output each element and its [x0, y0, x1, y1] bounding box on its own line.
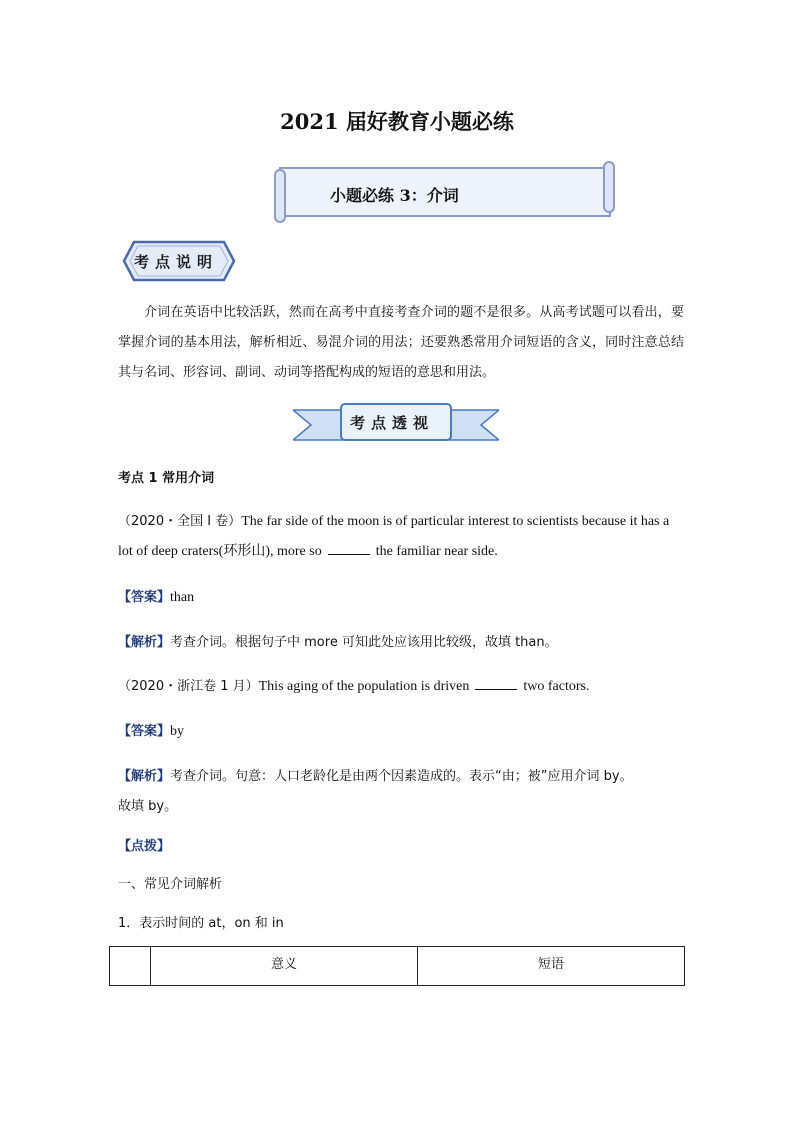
table-header-cell: 意义	[151, 947, 418, 986]
q2-analysis-cont: 故填 by。	[118, 799, 178, 814]
point1-heading: 考点 1 常用介词	[118, 471, 215, 486]
q1-line1	[118, 510, 669, 530]
analysis-tag: 【解析】	[118, 769, 171, 784]
q2-source: （2020・浙江卷 1 月）	[118, 679, 259, 694]
tips-tag: 【点拨】	[118, 839, 171, 854]
q1-analysis	[118, 631, 558, 650]
q2-answer	[118, 720, 184, 740]
table-header-cell: 短语	[418, 947, 685, 986]
q1-answer	[118, 586, 194, 606]
answer-tag: 【答案】	[118, 590, 171, 605]
preposition-table	[109, 946, 685, 986]
q2-blank	[475, 678, 517, 690]
intro-paragraph: 介词在英语中比较活跃，然而在高考中直接考查介词的题不是很多。从高考试题可以看出，要掌握介词的基本用法，解析相近、易混介词的用法；还要熟悉常用介词短语的含义，同时注意总结其与名词、形容词、副词、动词等搭配构成的短语的意思和用法。	[118, 305, 684, 380]
q2-analysis-text-a: 考查介词。句意：人口老龄化是由两个因素造成的。表示“由；被”应用介词 by。	[170, 769, 633, 784]
section-title: 小题必练 3：介词	[330, 186, 459, 205]
q1-line2	[118, 540, 498, 560]
page-title: 2021 届好教育小题必练	[280, 109, 514, 134]
q2-text-a: This aging of the population is driven	[258, 679, 470, 694]
q1-text-c: the familiar near side.	[375, 544, 498, 559]
q1-text-b: lot of deep craters(环形山), more so	[118, 544, 322, 559]
table-header-row	[110, 947, 685, 986]
q2-answer-value: by	[170, 724, 185, 739]
q1-text-a: The far side of the moon is of particular interest to scientists because it has a	[241, 514, 670, 529]
q1-answer-value: than	[170, 590, 195, 605]
q2-line1	[118, 675, 589, 695]
tips-subheading-1: 一、常见介词解析	[118, 877, 223, 892]
q1-analysis-text: 考查介词。根据句子中 more 可知此处应该用比较级，故填 than。	[170, 635, 558, 650]
analysis-tag: 【解析】	[118, 635, 171, 650]
kaodian-shuoming-label: 考点说明	[134, 253, 219, 271]
answer-tag: 【答案】	[118, 724, 171, 739]
table-header-cell	[110, 947, 151, 986]
q1-source: （2020・全国 I 卷）	[118, 514, 242, 529]
q1-blank	[328, 543, 370, 555]
tips-subheading-2: 1．表示时间的 at，on 和 in	[118, 916, 284, 931]
q2-text-b: two factors.	[523, 679, 590, 694]
kaodian-toushi-label: 考点透视	[350, 414, 435, 432]
q2-analysis	[118, 765, 633, 784]
